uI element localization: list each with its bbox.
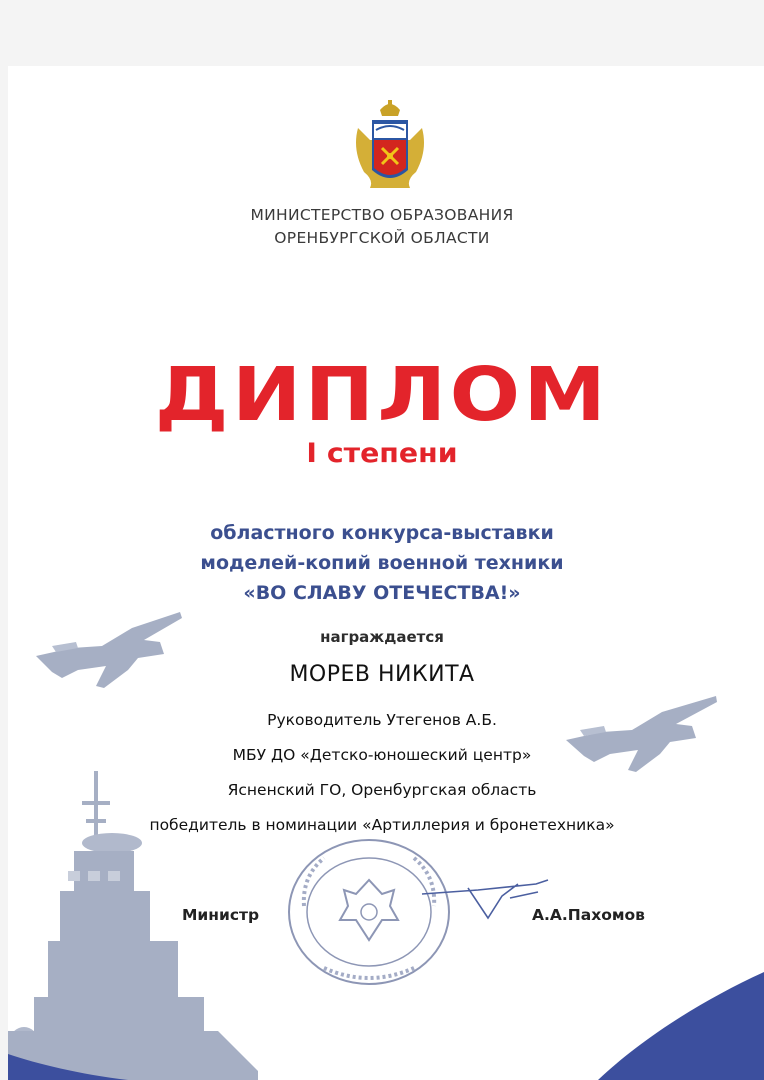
organization-line: МБУ ДО «Детско-юношеский центр» bbox=[232, 746, 532, 764]
nomination-line: победитель в номинации «Артиллерия и бронетехника» bbox=[149, 816, 615, 834]
diploma-title: ДИПЛОМ bbox=[154, 352, 610, 438]
minister-name: А.А.Пахомов bbox=[532, 906, 645, 924]
award-details bbox=[0, 703, 764, 843]
location-line: Ясненский ГО, Оренбургская область bbox=[227, 781, 537, 799]
coat-of-arms-icon bbox=[350, 100, 430, 192]
contest-line-1: областного конкурса-выставки bbox=[210, 522, 554, 544]
minister-label: Министр bbox=[182, 906, 260, 924]
ministry-line-1: МИНИСТЕРСТВО ОБРАЗОВАНИЯ bbox=[250, 206, 514, 224]
contest-line-3: «ВО СЛАВУ ОТЕЧЕСТВА!» bbox=[243, 582, 521, 604]
supervisor-line: Руководитель Утегенов А.Б. bbox=[267, 711, 497, 729]
ministry-line-2: ОРЕНБУРГСКОЙ ОБЛАСТИ bbox=[274, 229, 490, 247]
contest-title bbox=[0, 518, 764, 608]
awarded-label: награждается bbox=[320, 628, 444, 646]
corner-wave-decoration bbox=[598, 972, 764, 1080]
contest-line-2: моделей-копий военной техники bbox=[200, 552, 564, 574]
corner-stripe-decoration bbox=[8, 1054, 128, 1080]
recipient-name: МОРЕВ НИКИТА bbox=[289, 662, 475, 687]
ministry-name bbox=[0, 204, 764, 250]
diploma-degree: I степени bbox=[306, 438, 458, 469]
